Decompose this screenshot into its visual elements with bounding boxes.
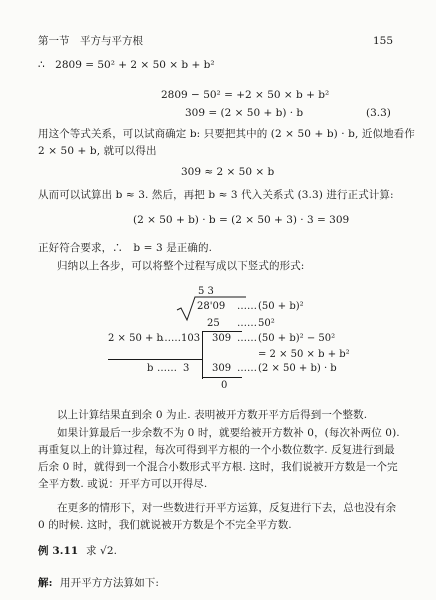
expression-5: (2 × 50 + b) · b bbox=[258, 363, 337, 374]
left-value-2: 3 bbox=[183, 363, 190, 374]
radicand: 28'09 bbox=[197, 301, 226, 312]
rule-1 bbox=[202, 331, 242, 332]
subtrahend-2: 309 bbox=[212, 363, 232, 374]
quotient: 5 3 bbox=[198, 286, 214, 297]
example-text: 求 √2. bbox=[86, 545, 118, 557]
rule-2 bbox=[202, 377, 242, 378]
dots-1: …… bbox=[237, 301, 257, 312]
dots-4: …… bbox=[237, 363, 257, 374]
equation-5: (2 × 50 + b) · b = (2 × 50 + 3) · 3 = 309 bbox=[133, 214, 350, 226]
paragraph-6-line-3: 后余 0 时，就得到一个混合小数形式平方根. 这时，我们说被开方数是一个完 bbox=[38, 461, 398, 473]
solution-label: 解: bbox=[38, 577, 53, 589]
expression-3: (50 + b)² − 50² bbox=[258, 333, 336, 344]
equation-4: 309 ≈ 2 × 50 × b bbox=[181, 166, 275, 178]
paragraph-6-line-2: 再重复以上的计算过程，每次可得到平方根的一个小数位数字. 反复进行到最 bbox=[38, 444, 395, 456]
paragraph-1-line-1: 用这个等式关系，可以试商确定 b: 只要把其中的 (2 × 50 + b) · b, 近似地看作 bbox=[38, 128, 415, 140]
equation-2: 2809 − 50² = +2 × 50 × b + b² bbox=[161, 89, 330, 101]
example-label: 例 3.11 bbox=[38, 545, 79, 557]
paragraph-6-line-1: 如果计算最后一步余数不为 0 时，就要给被开方数补 0，(每次补两位 0). bbox=[57, 427, 400, 439]
left-dots-2: …… bbox=[157, 363, 177, 374]
expression-4: = 2 × 50 × b + b² bbox=[258, 349, 350, 360]
paragraph-5: 以上计算结果直到余 0 为止. 表明被开方数开平方后得到一个整数. bbox=[57, 409, 368, 421]
paragraph-6-line-4: 全平方数. 或说：开平方可以开得尽. bbox=[38, 478, 208, 490]
page-number: 155 bbox=[373, 35, 394, 47]
left-b: b bbox=[147, 363, 154, 374]
paragraph-3: 正好符合要求，∴ b = 3 是正确的. bbox=[38, 242, 213, 254]
left-expression-1: 2 × 50 + b bbox=[108, 333, 163, 344]
final-remainder: 0 bbox=[221, 380, 228, 391]
paragraph-7-line-1: 在更多的情形下，对一些数进行开平方运算，反复进行下去，总也没有余 bbox=[57, 502, 397, 514]
dots-3: …… bbox=[237, 333, 257, 344]
expression-2: 50² bbox=[258, 318, 275, 329]
subtrahend-1: 25 bbox=[207, 318, 220, 329]
left-rule bbox=[108, 359, 202, 360]
equation-3-tag: (3.3) bbox=[366, 107, 391, 119]
solution-text: 用开平方方法算如下: bbox=[60, 577, 160, 589]
paragraph-7-line-2: 0 的时候. 这时，我们就说被开方数是个不完全平方数. bbox=[38, 519, 292, 531]
paragraph-4: 归纳以上各步，可以将整个过程写成以下竖式的形式: bbox=[57, 260, 305, 272]
expression-1: (50 + b)² bbox=[258, 301, 304, 312]
equation-3: 309 = (2 × 50 + b) · b bbox=[185, 107, 304, 119]
equation-1: ∴ 2809 = 50² + 2 × 50 × b + b² bbox=[38, 59, 215, 71]
remainder-1: 309 bbox=[212, 333, 232, 344]
paragraph-1-line-2: 2 × 50 + b, 就可以得出 bbox=[38, 145, 157, 157]
paragraph-2: 从而可以试算出 b ≈ 3. 然后，再把 b ≈ 3 代入关系式 (3.3) 进行正式计算: bbox=[38, 189, 394, 201]
left-value-1: ……103 bbox=[161, 333, 201, 344]
section-header: 第一节 平方与平方根 bbox=[38, 35, 143, 47]
dots-2: …… bbox=[237, 318, 257, 329]
vertical-rule bbox=[202, 331, 203, 379]
